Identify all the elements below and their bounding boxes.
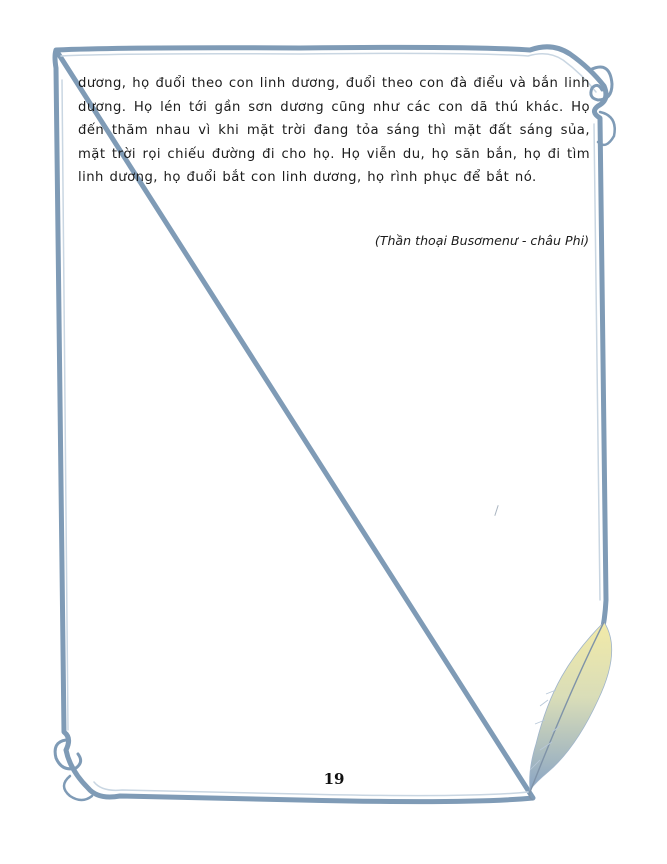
feather-quill-icon bbox=[529, 622, 611, 800]
body-paragraph: dương, họ đuổi theo con linh dương, đuổi theo con đà điểu và bắn linh dương. Họ lén tới gần sơn dương cũng như các con dã thú khác. Họ đến thăm nhau vì khi mặt trời đang tỏa sáng thì mặt đất sáng sủa, mặt trời rọi chiếu đường đi cho họ. Họ viễn du, họ săn bắn, họ đi tìm linh dương, họ đuổi bắt con linh dương, họ rình phục để bắt nó. bbox=[78, 76, 590, 186]
source-attribution: (Thần thoại Busơmenư - châu Phi) bbox=[374, 233, 589, 248]
page-number: 19 bbox=[323, 770, 345, 788]
